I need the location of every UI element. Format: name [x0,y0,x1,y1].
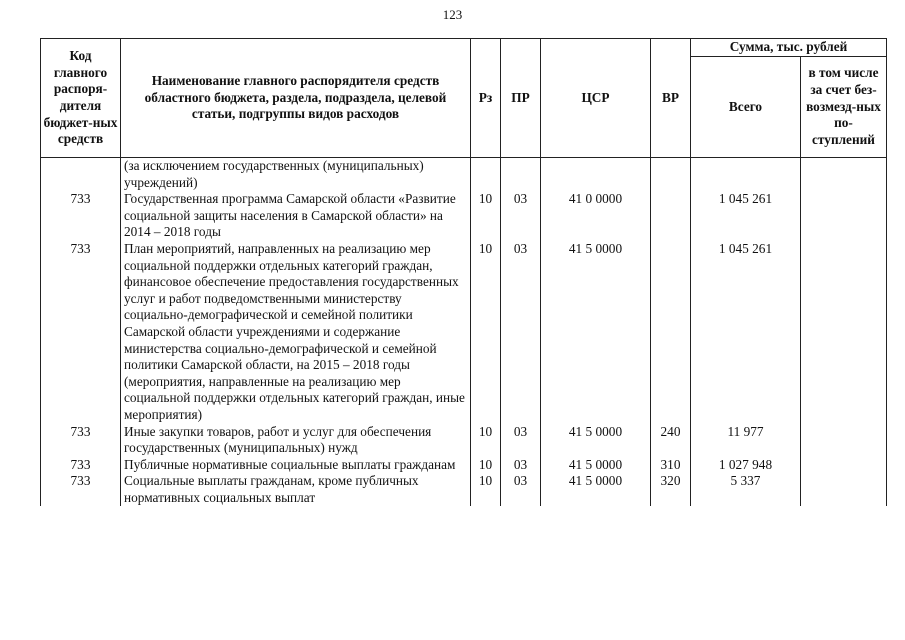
table-row [41,473,887,506]
cell-name: (за исключением государственных (муниципальных) учреждений) [121,158,471,192]
cell-code: 733 [41,473,121,506]
budget-table [40,38,887,506]
cell-csr: 41 5 0000 [541,457,651,474]
cell-code: 733 [41,191,121,241]
header-vr: ВР [651,39,691,158]
header-code: Код главного распоря-дителя бюджет-ных средств [41,39,121,158]
cell-csr: 41 0 0000 [541,191,651,241]
cell-vr: 240 [651,424,691,457]
cell-code [41,158,121,192]
header-sum: Сумма, тыс. рублей [691,39,887,57]
cell-code: 733 [41,241,121,424]
cell-pr: 03 [501,191,541,241]
cell-pr [501,158,541,192]
cell-total: 1 045 261 [691,191,801,241]
table-row [41,241,887,424]
cell-name: Государственная программа Самарской области «Развитие социальной защиты населения в Самарской области» на 2014 – 2018 годы [121,191,471,241]
table-row [41,191,887,241]
cell-free [801,158,887,192]
page-number: 123 [442,7,463,22]
header-name: Наименование главного распорядителя средств областного бюджета, раздела, подраздела, целевой статьи, подгруппы видов расходов [121,39,471,158]
cell-total: 5 337 [691,473,801,506]
cell-vr [651,241,691,424]
cell-free [801,457,887,474]
cell-free [801,241,887,424]
cell-code: 733 [41,457,121,474]
cell-rz: 10 [471,191,501,241]
cell-free [801,424,887,457]
cell-csr: 41 5 0000 [541,241,651,424]
cell-rz [471,158,501,192]
cell-pr: 03 [501,241,541,424]
cell-rz: 10 [471,473,501,506]
header-csr: ЦСР [541,39,651,158]
cell-rz: 10 [471,241,501,424]
cell-name: Иные закупки товаров, работ и услуг для обеспечения государственных (муниципальных) нужд [121,424,471,457]
cell-total [691,158,801,192]
cell-csr [541,158,651,192]
cell-csr: 41 5 0000 [541,473,651,506]
cell-csr: 41 5 0000 [541,424,651,457]
cell-total: 11 977 [691,424,801,457]
cell-pr: 03 [501,473,541,506]
cell-free [801,473,887,506]
cell-pr: 03 [501,457,541,474]
cell-vr [651,191,691,241]
cell-rz: 10 [471,457,501,474]
table-row [41,158,887,192]
cell-vr [651,158,691,192]
cell-vr: 320 [651,473,691,506]
cell-code: 733 [41,424,121,457]
cell-name: Социальные выплаты гражданам, кроме публичных нормативных социальных выплат [121,473,471,506]
cell-name: Публичные нормативные социальные выплаты гражданам [121,457,471,474]
header-total: Всего [691,56,801,157]
cell-free [801,191,887,241]
cell-total: 1 027 948 [691,457,801,474]
cell-name: План мероприятий, направленных на реализацию мер социальной поддержки отдельных категорий граждан, финансовое обеспечение предоставления государственных услуг и работ подведомственными министерству социально-демографической и семейной политики Самарской области учреждениями и содержание министерства социально-демографической и семейной политики Самарской области, на 2015 – 2018 годы (мероприятия, направленные на реализацию мер социальной поддержки отдельных категорий граждан, иные мероприятия) [121,241,471,424]
cell-rz: 10 [471,424,501,457]
header-free: в том числе за счет без-возмезд-ных по-ступлений [801,56,887,157]
cell-total: 1 045 261 [691,241,801,424]
table-row [41,457,887,474]
table-row [41,424,887,457]
cell-pr: 03 [501,424,541,457]
cell-vr: 310 [651,457,691,474]
header-rz: Рз [471,39,501,158]
header-pr: ПР [501,39,541,158]
